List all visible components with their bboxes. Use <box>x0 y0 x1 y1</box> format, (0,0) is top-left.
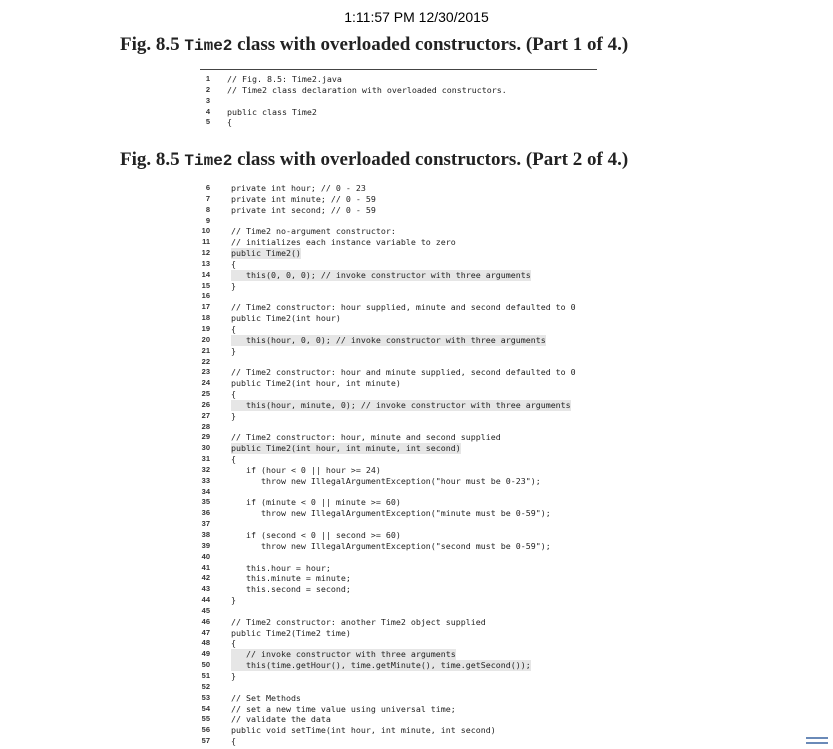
code-line <box>200 465 620 476</box>
code-text: this.hour = hour; <box>231 562 331 573</box>
code-text: // Time2 no-argument constructor: <box>231 226 396 237</box>
code-text: throw new IllegalArgumentException("hour must be 0-23"); <box>231 475 541 486</box>
line-number: 32 <box>201 464 210 474</box>
code-line <box>200 617 620 628</box>
code-text: this(0, 0, 0); // invoke constructor with three arguments <box>231 269 531 280</box>
line-number: 28 <box>201 421 210 431</box>
line-number: 55 <box>201 714 210 724</box>
code-text: private int minute; // 0 - 59 <box>231 193 376 204</box>
code-text: // set a new time value using universal time; <box>231 703 456 714</box>
line-number: 10 <box>201 226 210 236</box>
code-line <box>200 205 620 216</box>
code-text: // Fig. 8.5: Time2.java <box>227 74 342 84</box>
code-line <box>200 74 600 85</box>
code-line <box>200 541 620 552</box>
line-number: 51 <box>201 670 210 680</box>
line-number: 15 <box>201 280 210 290</box>
caption-prefix: Fig. 8.5 <box>120 149 185 170</box>
line-number: 7 <box>205 193 210 203</box>
code-line <box>200 259 620 270</box>
line-number: 16 <box>201 291 210 301</box>
code-text: { <box>231 389 236 400</box>
code-line <box>200 628 620 639</box>
code-line <box>200 291 620 302</box>
code-text: this(time.getHour(), time.getMinute(), time.getSecond()); <box>231 660 531 671</box>
code-text: public void setTime(int hour, int minute, int second) <box>231 725 496 736</box>
line-number: 5 <box>205 117 210 127</box>
code-line <box>200 117 600 128</box>
hamburger-menu-icon[interactable] <box>806 733 828 747</box>
line-number: 2 <box>205 84 210 94</box>
caption-prefix: Fig. 8.5 <box>120 34 185 55</box>
code-text: throw new IllegalArgumentException("second must be 0-59"); <box>231 540 551 551</box>
line-number: 26 <box>201 399 210 409</box>
code-text: this.minute = minute; <box>231 573 351 584</box>
code-text: } <box>231 595 236 606</box>
code-text: public Time2() <box>231 248 301 259</box>
line-number: 47 <box>201 627 210 637</box>
caption-suffix: class with overloaded constructors. (Part 2 of 4.) <box>232 149 629 170</box>
line-number: 41 <box>201 562 210 572</box>
caption-class-name: Time2 <box>184 152 233 170</box>
line-number: 48 <box>201 638 210 648</box>
timestamp: 1:11:57 PM 12/30/2015 <box>344 9 489 25</box>
line-number: 22 <box>201 356 210 366</box>
code-line <box>200 736 620 747</box>
line-number: 53 <box>201 692 210 702</box>
code-text: // Time2 constructor: hour supplied, minute and second defaulted to 0 <box>231 302 576 313</box>
code-line <box>200 563 620 574</box>
line-number: 8 <box>205 204 210 214</box>
line-number: 56 <box>201 725 210 735</box>
code-line <box>200 248 620 259</box>
line-number: 39 <box>201 540 210 550</box>
line-number: 27 <box>201 410 210 420</box>
code-text: private int second; // 0 - 59 <box>231 204 376 215</box>
code-text: // validate the data <box>231 714 331 725</box>
code-text: } <box>231 410 236 421</box>
code-line <box>200 324 620 335</box>
code-line <box>200 552 620 563</box>
code-text: // Time2 class declaration with overloaded constructors. <box>227 84 507 95</box>
line-number: 33 <box>201 475 210 485</box>
line-number: 49 <box>201 649 210 659</box>
code-text: this.second = second; <box>231 584 351 595</box>
code-line <box>200 216 620 227</box>
line-number: 12 <box>201 248 210 258</box>
code-text: this(hour, minute, 0); // invoke constructor with three arguments <box>231 399 571 410</box>
code-text: // Set Methods <box>231 692 301 703</box>
code-line <box>200 302 620 313</box>
line-number: 25 <box>201 389 210 399</box>
code-text: this(hour, 0, 0); // invoke constructor with three arguments <box>231 334 546 345</box>
code-listing-part-1 <box>200 74 600 128</box>
line-number: 19 <box>201 323 210 333</box>
code-line <box>200 226 620 237</box>
line-number: 17 <box>201 302 210 312</box>
code-line <box>200 443 620 454</box>
code-text: public Time2(int hour, int minute) <box>231 378 401 389</box>
code-line <box>200 313 620 324</box>
line-number: 38 <box>201 530 210 539</box>
line-number: 29 <box>201 432 210 442</box>
code-top-rule <box>200 69 597 70</box>
code-text: public Time2(int hour, int minute, int second) <box>231 443 461 454</box>
code-line <box>200 487 620 498</box>
code-line <box>200 454 620 465</box>
code-line <box>200 693 620 704</box>
code-line <box>200 671 620 682</box>
code-text: public class Time2 <box>227 106 317 117</box>
code-text: { <box>231 323 236 334</box>
code-text: // Time2 constructor: hour, minute and second supplied <box>231 432 501 443</box>
code-text: if (second < 0 || second >= 60) <box>231 530 401 540</box>
code-text: throw new IllegalArgumentException("minute must be 0-59"); <box>231 508 551 519</box>
code-text: { <box>227 117 232 128</box>
code-line <box>200 432 620 443</box>
line-number: 18 <box>201 313 210 323</box>
line-number: 9 <box>205 215 210 225</box>
line-number: 34 <box>201 486 210 496</box>
code-line <box>200 237 620 248</box>
code-text: public Time2(int hour) <box>231 313 341 324</box>
code-line <box>200 281 620 292</box>
code-line <box>200 530 620 541</box>
line-number: 40 <box>201 551 210 561</box>
line-number: 57 <box>201 736 210 746</box>
line-number: 20 <box>201 334 210 344</box>
line-number: 45 <box>201 605 210 615</box>
code-line <box>200 335 620 346</box>
line-number: 23 <box>201 367 210 377</box>
line-number: 44 <box>201 595 210 605</box>
code-line <box>200 367 620 378</box>
code-text: { <box>231 454 236 465</box>
code-text: private int hour; // 0 - 23 <box>231 183 366 193</box>
line-number: 35 <box>201 497 210 507</box>
code-line <box>200 357 620 368</box>
line-number: 21 <box>201 345 210 355</box>
code-line <box>200 476 620 487</box>
line-number: 31 <box>201 454 210 464</box>
line-number: 36 <box>201 508 210 518</box>
code-line <box>200 270 620 281</box>
line-number: 54 <box>201 703 210 713</box>
code-line <box>200 725 620 736</box>
line-number: 46 <box>201 616 210 626</box>
code-line <box>200 682 620 693</box>
code-line <box>200 584 620 595</box>
line-number: 14 <box>201 269 210 279</box>
line-number: 24 <box>201 378 210 388</box>
figure-caption-part-1 <box>120 34 628 56</box>
code-line <box>200 411 620 422</box>
code-line <box>200 704 620 715</box>
code-line <box>200 389 620 400</box>
line-number: 50 <box>201 660 210 670</box>
line-number: 1 <box>205 74 210 83</box>
code-text: } <box>231 345 236 356</box>
code-line <box>200 378 620 389</box>
code-text: // invoke constructor with three arguments <box>231 649 456 660</box>
code-line <box>200 497 620 508</box>
code-text: } <box>231 280 236 291</box>
code-text: if (hour < 0 || hour >= 24) <box>231 464 381 475</box>
code-text: // Time2 constructor: hour and minute supplied, second defaulted to 0 <box>231 367 576 378</box>
code-line <box>200 194 620 205</box>
line-number: 37 <box>201 519 210 529</box>
code-text: { <box>231 258 236 269</box>
code-text: if (minute < 0 || minute >= 60) <box>231 497 401 508</box>
code-line <box>200 85 600 96</box>
code-text: // Time2 constructor: another Time2 object supplied <box>231 616 486 627</box>
line-number: 43 <box>201 584 210 594</box>
line-number: 52 <box>201 681 210 691</box>
code-text: public Time2(Time2 time) <box>231 627 351 638</box>
code-line <box>200 400 620 411</box>
code-line <box>200 660 620 671</box>
code-line <box>200 638 620 649</box>
code-line <box>200 183 620 194</box>
line-number: 11 <box>202 237 210 247</box>
code-line <box>200 519 620 530</box>
line-number: 3 <box>205 95 210 105</box>
code-line <box>200 96 600 107</box>
line-number: 42 <box>201 573 210 583</box>
code-line <box>200 595 620 606</box>
code-listing-part-2 <box>200 183 620 747</box>
code-line <box>200 508 620 519</box>
caption-class-name: Time2 <box>184 37 233 55</box>
code-text: { <box>231 638 236 649</box>
figure-caption-part-2 <box>120 149 628 171</box>
code-text: { <box>231 736 236 747</box>
line-number: 13 <box>201 258 210 268</box>
line-number: 6 <box>205 183 210 192</box>
code-line <box>200 573 620 584</box>
code-line <box>200 346 620 357</box>
code-line <box>200 649 620 660</box>
code-line <box>200 714 620 725</box>
code-text: // initializes each instance variable to zero <box>231 237 456 248</box>
line-number: 30 <box>201 443 210 453</box>
caption-suffix: class with overloaded constructors. (Part 1 of 4.) <box>232 34 629 55</box>
code-text: } <box>231 670 236 681</box>
code-line <box>200 422 620 433</box>
code-line <box>200 606 620 617</box>
code-line <box>200 107 600 118</box>
line-number: 4 <box>205 106 210 116</box>
